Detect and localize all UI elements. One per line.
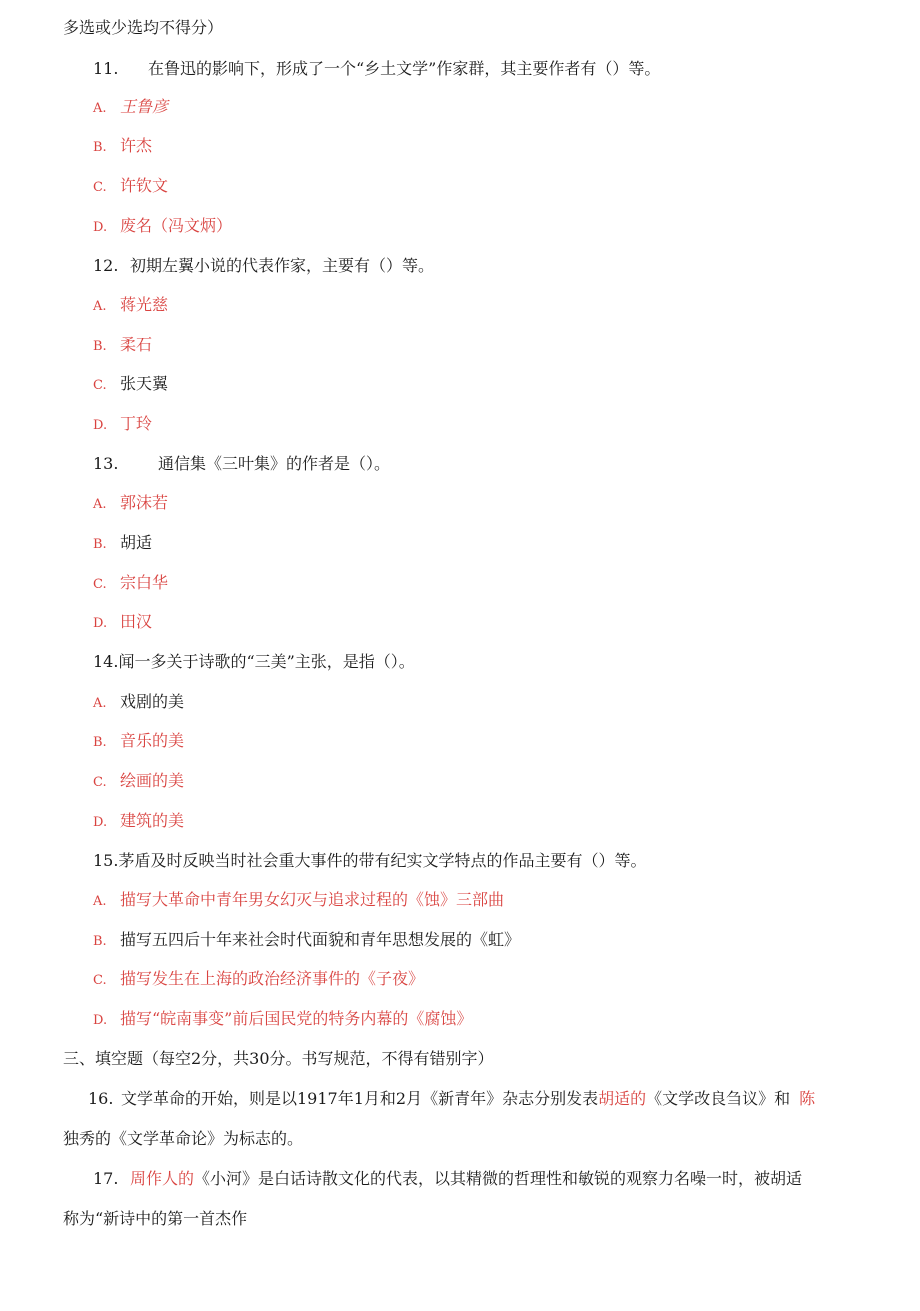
question-number: 16. <box>88 1089 114 1108</box>
option-label: C. <box>93 180 107 195</box>
question-16-line-2 <box>63 1128 303 1150</box>
option-text: 蒋光慈 <box>120 295 169 314</box>
option-13-a <box>93 492 168 516</box>
option-text: 戏剧的美 <box>120 692 185 711</box>
option-text: 绘画的美 <box>120 771 185 790</box>
option-label: C. <box>93 577 107 592</box>
option-label: A. <box>93 894 107 909</box>
question-number: 11. <box>93 59 119 78</box>
question-text: 的《文学革命论》为标志的。 <box>95 1129 304 1148</box>
question-11 <box>93 58 660 80</box>
question-text: 文学革命的开始，则是以1917年1月和2月《新青年》杂志分别发表 <box>121 1089 599 1108</box>
option-14-a <box>93 691 184 715</box>
option-label: B. <box>93 537 107 552</box>
question-16-line-1 <box>88 1088 815 1110</box>
answer-text: 陈 <box>799 1089 816 1108</box>
option-text: 王鲁彦 <box>120 97 169 116</box>
question-text: 《文学改良刍议》和 <box>646 1089 791 1108</box>
answer-text: 胡适的 <box>598 1089 647 1108</box>
option-label: A. <box>93 101 107 116</box>
question-14: 14.闻一多关于诗歌的“三美”主张，是指（）。 <box>93 652 415 671</box>
option-13-d <box>93 611 152 635</box>
option-label: B. <box>93 140 107 155</box>
option-label: A. <box>93 299 107 314</box>
question-number: 12. <box>93 256 119 275</box>
option-text: 许杰 <box>120 136 153 155</box>
option-15-b <box>93 929 520 953</box>
question-17-line-2: 称为“新诗中的第一首杰作 <box>63 1209 248 1228</box>
option-label: D. <box>93 815 108 830</box>
question-13 <box>93 453 390 475</box>
option-11-c <box>93 175 168 199</box>
option-text: 建筑的美 <box>120 811 185 830</box>
option-text: 丁玲 <box>120 414 153 433</box>
question-15: 15.茅盾及时反映当时社会重大事件的带有纪实文学特点的作品主要有（）等。 <box>93 851 647 870</box>
option-label: B. <box>93 735 107 750</box>
option-text: 描写发生在上海的政治经济事件的《子夜》 <box>120 969 425 988</box>
option-12-c <box>93 373 168 397</box>
option-label: D. <box>93 616 108 631</box>
option-label: C. <box>93 378 107 393</box>
option-text: 许钦文 <box>120 176 169 195</box>
option-label: A. <box>93 696 107 711</box>
option-13-b <box>93 532 152 556</box>
option-11-a <box>93 96 168 120</box>
question-number: 13. <box>93 454 119 473</box>
option-15-a <box>93 889 504 913</box>
option-12-a <box>93 294 168 318</box>
question-12 <box>93 255 434 277</box>
option-15-c <box>93 968 424 992</box>
option-label: C. <box>93 973 107 988</box>
section-title: 三、填空题（每空2分，共30分。书写规范，不得有错别字） <box>63 1049 494 1068</box>
option-label: D. <box>93 1013 108 1028</box>
question-stem: 通信集《三叶集》的作者是（）。 <box>158 454 391 473</box>
answer-text: 周作人的 <box>130 1169 195 1188</box>
option-label: B. <box>93 934 107 949</box>
option-14-b <box>93 730 184 754</box>
option-text: 柔石 <box>120 335 153 354</box>
option-label: D. <box>93 418 108 433</box>
option-12-d <box>93 413 152 437</box>
option-text: 张天翼 <box>120 374 169 393</box>
question-text: 《小河》是白话诗散文化的代表，以其精微的哲理性和敏锐的观察力名噪一时，被胡适 <box>194 1169 803 1188</box>
option-text: 描写“皖南事变”前后国民党的特务内幕的《腐蚀》 <box>120 1009 473 1028</box>
option-15-d <box>93 1008 472 1032</box>
option-13-c <box>93 572 168 596</box>
option-text: 胡适 <box>120 533 153 552</box>
answer-text: 独秀 <box>63 1129 96 1148</box>
option-text: 描写五四后十年来社会时代面貌和青年思想发展的《虹》 <box>120 930 521 949</box>
option-14-c <box>93 770 184 794</box>
option-text: 描写大革命中青年男女幻灭与追求过程的《蚀》三部曲 <box>120 890 505 909</box>
option-label: B. <box>93 339 107 354</box>
question-number: 17. <box>93 1169 119 1188</box>
instruction-text: 多选或少选均不得分） <box>63 18 224 37</box>
option-11-b <box>93 135 152 159</box>
option-text: 田汉 <box>120 612 153 631</box>
option-text: 音乐的美 <box>120 731 185 750</box>
option-label: C. <box>93 775 107 790</box>
option-11-d <box>93 215 232 239</box>
option-text: 郭沫若 <box>120 493 169 512</box>
option-14-d <box>93 810 184 834</box>
question-stem: 在鲁迅的影响下，形成了一个“乡土文学”作家群，其主要作者有（）等。 <box>148 59 661 78</box>
question-stem: 初期左翼小说的代表作家，主要有（）等。 <box>130 256 435 275</box>
option-text: 宗白华 <box>120 573 169 592</box>
option-label: D. <box>93 220 108 235</box>
question-17-line-1 <box>93 1168 802 1190</box>
option-12-b <box>93 334 152 358</box>
option-label: A. <box>93 497 107 512</box>
option-text: 废名（冯文炳） <box>120 216 233 235</box>
